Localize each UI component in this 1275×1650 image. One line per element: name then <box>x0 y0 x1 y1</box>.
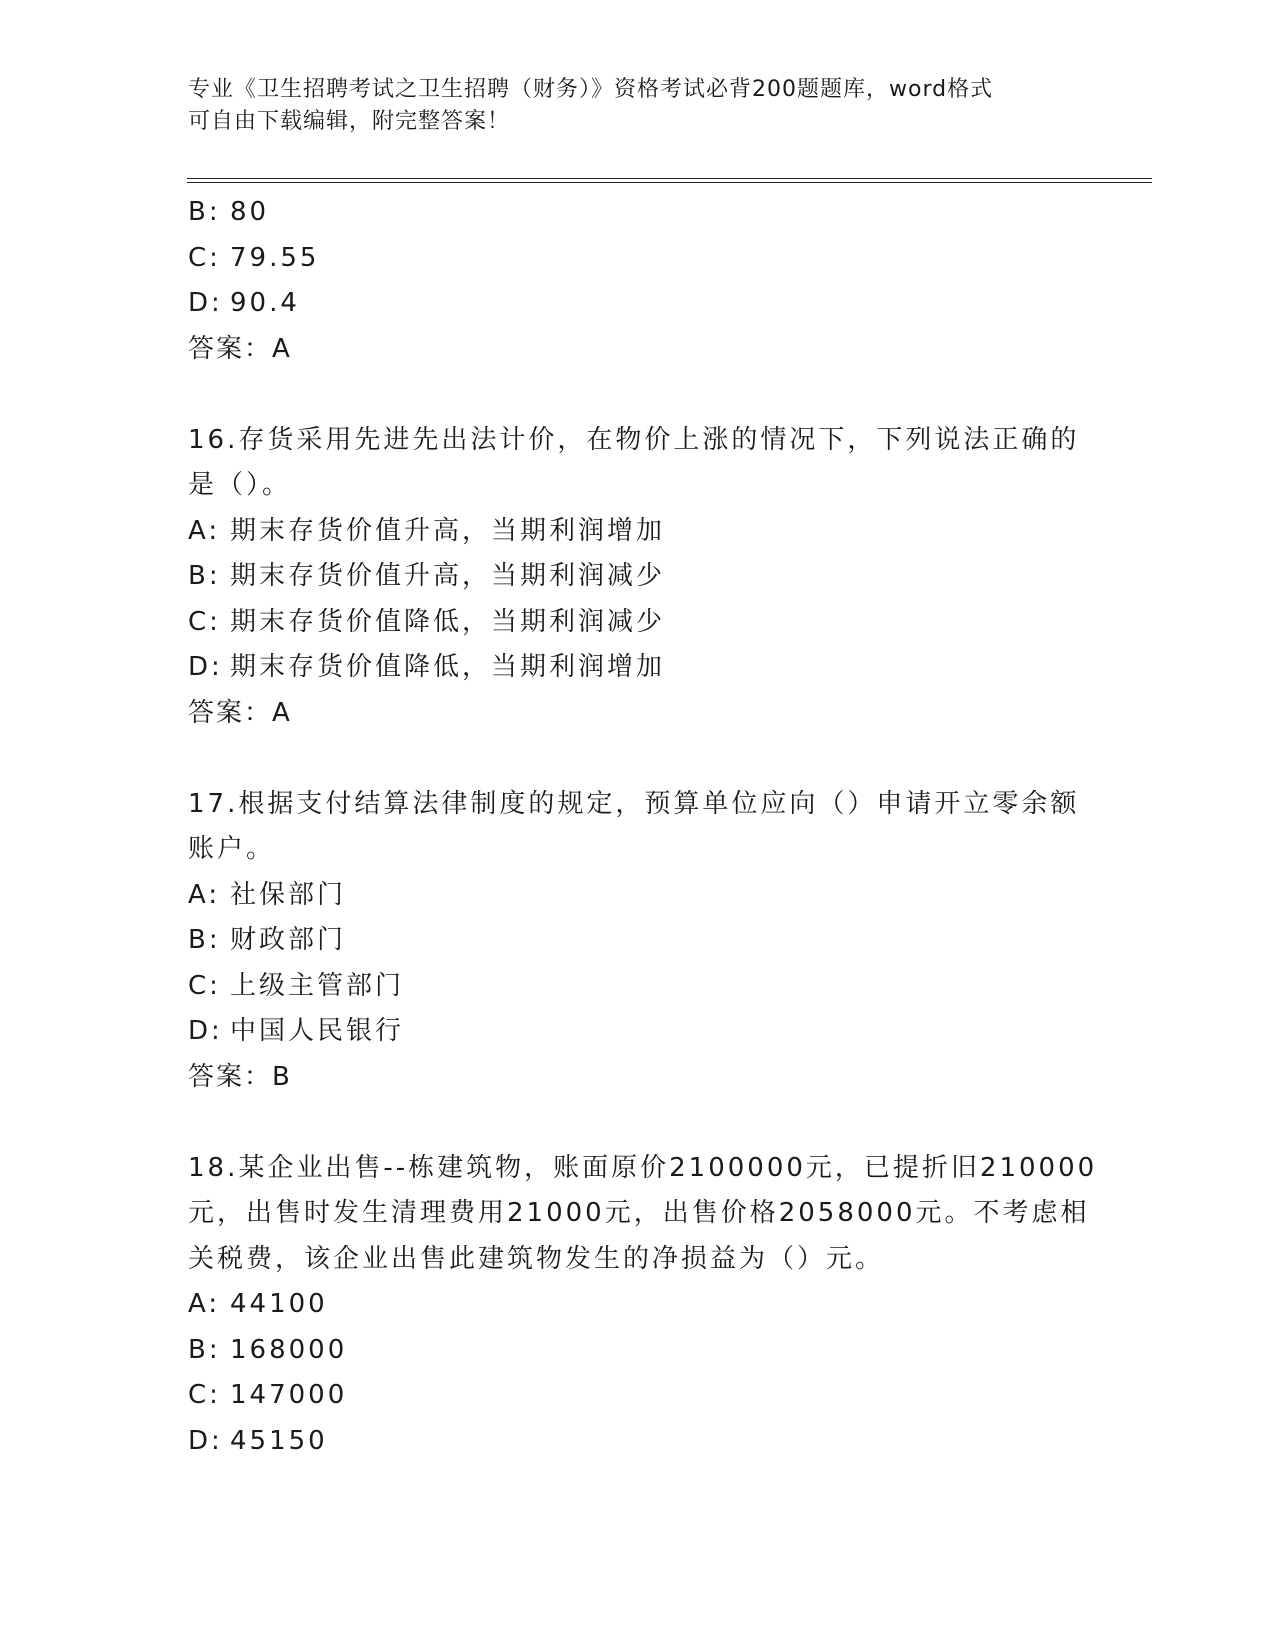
answer-line: 答案：A <box>188 333 292 364</box>
option-text: 44100 <box>230 1289 328 1319</box>
question-18-line-3: 关税费，该企业出售此建筑物发生的净损益为（）元。 <box>188 1243 885 1274</box>
option-letter: D: <box>188 288 223 318</box>
question-17-line-1: 17.根据支付结算法律制度的规定，预算单位应向（）申请开立零余额 <box>188 788 1080 819</box>
option-letter: A: <box>188 879 221 910</box>
option-letter: C: <box>188 242 221 273</box>
option-text: 90.4 <box>230 288 300 318</box>
header-line-2: 可自由下载编辑，附完整答案！ <box>188 109 511 134</box>
option-b <box>188 190 1088 236</box>
header-divider-bottom <box>187 182 1152 183</box>
option-letter: B: <box>188 197 221 227</box>
spacer <box>188 736 1088 782</box>
option-c <box>188 1373 1088 1419</box>
option-letter: A: <box>188 515 221 546</box>
document-header <box>188 74 1088 138</box>
option-d <box>188 1009 1088 1055</box>
option-c <box>188 236 1088 282</box>
option-letter: B: <box>188 925 221 955</box>
option-letter: C: <box>188 1380 221 1410</box>
option-c <box>188 600 1088 646</box>
option-d <box>188 645 1088 691</box>
option-a <box>188 509 1088 555</box>
option-text: 中国人民银行 <box>230 1016 405 1046</box>
option-text: 80 <box>230 197 270 227</box>
option-c <box>188 964 1088 1010</box>
question-16-line-1: 16.存货采用先进先出法计价，在物价上涨的情况下，下列说法正确的 <box>188 424 1080 455</box>
question-18-line-2: 元，出售时发生清理费用21000元，出售价格2058000元。不考虑相 <box>188 1198 1090 1228</box>
option-text: 财政部门 <box>230 925 347 955</box>
option-b <box>188 1328 1088 1374</box>
spacer <box>188 1100 1088 1146</box>
option-text: 79.55 <box>230 242 320 273</box>
question-16-line-2: 是（）。 <box>188 470 292 500</box>
header-line-1: 专业《卫生招聘考试之卫生招聘（财务）》资格考试必背200题题库，word格式 <box>188 77 994 102</box>
option-text: 期末存货价值升高，当期利润增加 <box>230 515 666 546</box>
option-text: 期末存货价值降低，当期利润减少 <box>230 606 666 637</box>
option-text: 期末存货价值升高，当期利润减少 <box>230 561 666 591</box>
option-letter: C: <box>188 970 221 1001</box>
option-text: 期末存货价值降低，当期利润增加 <box>230 652 666 682</box>
option-d <box>188 1419 1088 1465</box>
option-text: 社保部门 <box>230 879 347 910</box>
option-b <box>188 554 1088 600</box>
option-text: 45150 <box>230 1425 328 1456</box>
answer-line: 答案：A <box>188 697 292 728</box>
option-text: 147000 <box>230 1380 348 1410</box>
option-text: 上级主管部门 <box>230 970 405 1001</box>
option-letter: B: <box>188 561 221 591</box>
option-b <box>188 918 1088 964</box>
option-letter: C: <box>188 606 221 637</box>
question-content <box>188 190 1098 1464</box>
header-divider-top <box>187 178 1152 179</box>
option-a <box>188 1282 1088 1328</box>
option-letter: D: <box>188 1425 223 1456</box>
option-d <box>188 281 1088 327</box>
option-letter: A: <box>188 1289 221 1319</box>
option-letter: B: <box>188 1334 221 1365</box>
answer-line: 答案：B <box>188 1061 292 1092</box>
spacer <box>188 372 1088 418</box>
option-letter: D: <box>188 652 223 682</box>
option-a <box>188 873 1088 919</box>
option-letter: D: <box>188 1016 223 1046</box>
question-18-line-1: 18.某企业出售--栋建筑物，账面原价2100000元，已提折旧210000 <box>188 1152 1098 1183</box>
question-17-line-2: 账户。 <box>188 834 276 864</box>
option-text: 168000 <box>230 1334 348 1365</box>
